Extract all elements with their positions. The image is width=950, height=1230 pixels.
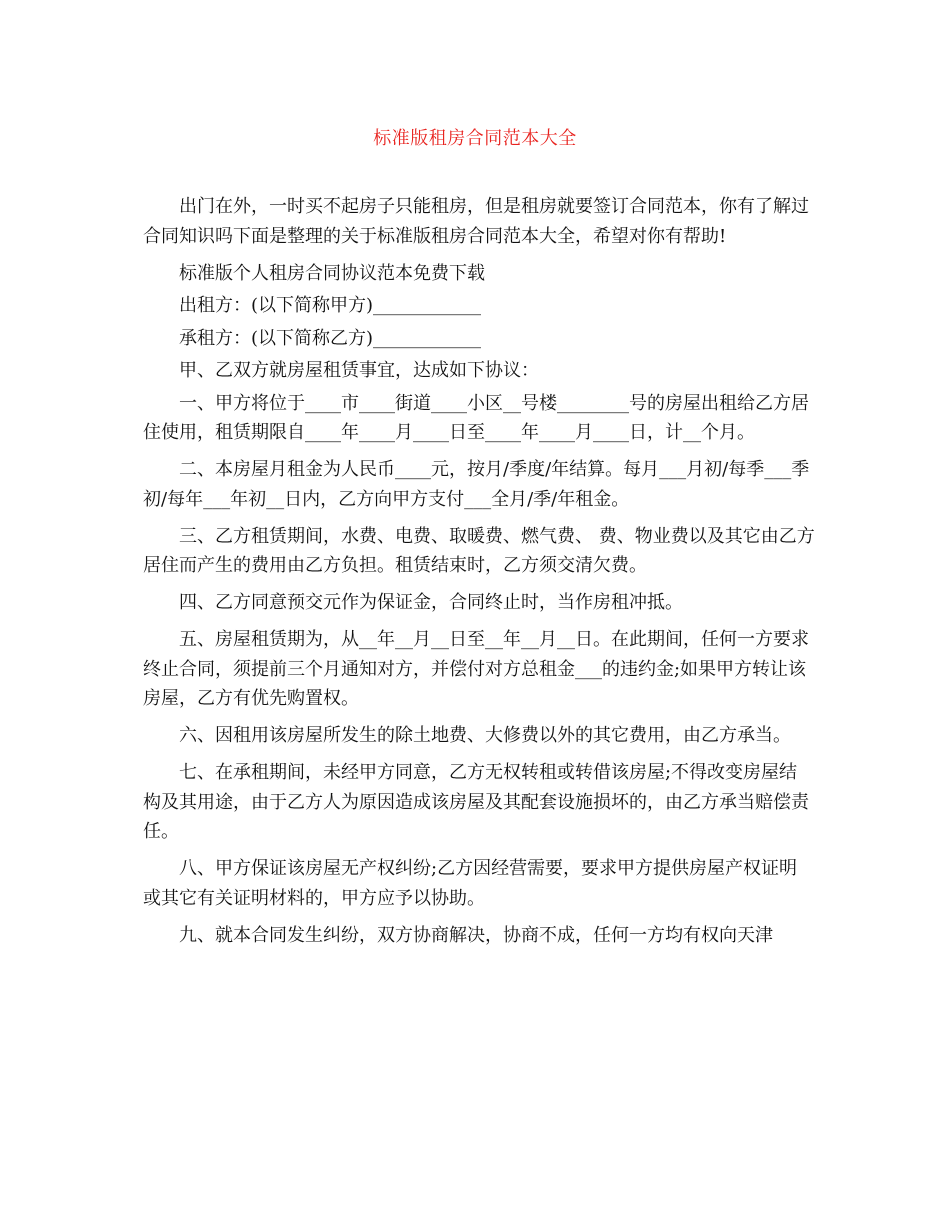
clause-8: 八、甲方保证该房屋无产权纠纷;乙方因经营需要，要求甲方提供房屋产权证明或其它有关证明材料的，甲方应予以协助。 [143, 858, 798, 909]
clause-4: 四、乙方同意预交元作为保证金，合同终止时，当作房租冲抵。 [179, 592, 683, 613]
paragraph-lessee: 承租方：(以下简称乙方)____________ [179, 327, 482, 349]
paragraph-subtitle: 标准版个人租房合同协议范本免费下载 [179, 262, 485, 284]
clause-5: 五、房屋租赁期为，从__年__月__日至__年__月__日。在此期间，任何一方要求终止合同，须提前三个月通知对方，并偿付对方总租金___的违约金;如果甲方转让该房屋，乙方有优先购置权。 [143, 629, 809, 709]
document-body [143, 192, 815, 958]
document-title: 标准版租房合同范本大全 [373, 128, 577, 149]
clause-1: 一、甲方将位于____市____街道____小区__号楼________号的房屋出租给乙方居住使用，租赁期限自____年____月____日至____年____月____日，计__个月。 [143, 392, 809, 443]
paragraph-agreement: 甲、乙双方就房屋租赁事宜，达成如下协议： [179, 360, 539, 381]
paragraph-lessor: 出租方：(以下简称甲方)____________ [179, 295, 482, 316]
clause-7: 七、在承租期间，未经甲方同意，乙方无权转租或转借该房屋;不得改变房屋结构及其用途，由于乙方人为原因造成该房屋及其配套设施损坏的，由乙方承当赔偿责任。 [143, 762, 809, 842]
clause-3: 三、乙方租赁期间，水费、电费、取暖费、燃气费、 费、物业费以及其它由乙方居住而产生的费用由乙方负担。租赁结束时，乙方须交清欠费。 [143, 525, 815, 576]
paragraph-intro: 出门在外，一时买不起房子只能租房，但是租房就要签订合同范本，你有了解过合同知识吗下面是整理的关于标准版租房合同范本大全，希望对你有帮助! [143, 196, 809, 247]
clause-2: 二、本房屋月租金为人民币____元，按月/季度/年结算。每月___月初/每季___季初/每年___年初__日内，乙方向甲方支付___全月/季/年租金。 [143, 459, 810, 510]
clause-9: 九、就本合同发生纠纷，双方协商解决，协商不成，任何一方均有权向天津 [179, 924, 773, 946]
clause-6: 六、因租用该房屋所发生的除土地费、大修费以外的其它费用，由乙方承当。 [179, 725, 791, 746]
